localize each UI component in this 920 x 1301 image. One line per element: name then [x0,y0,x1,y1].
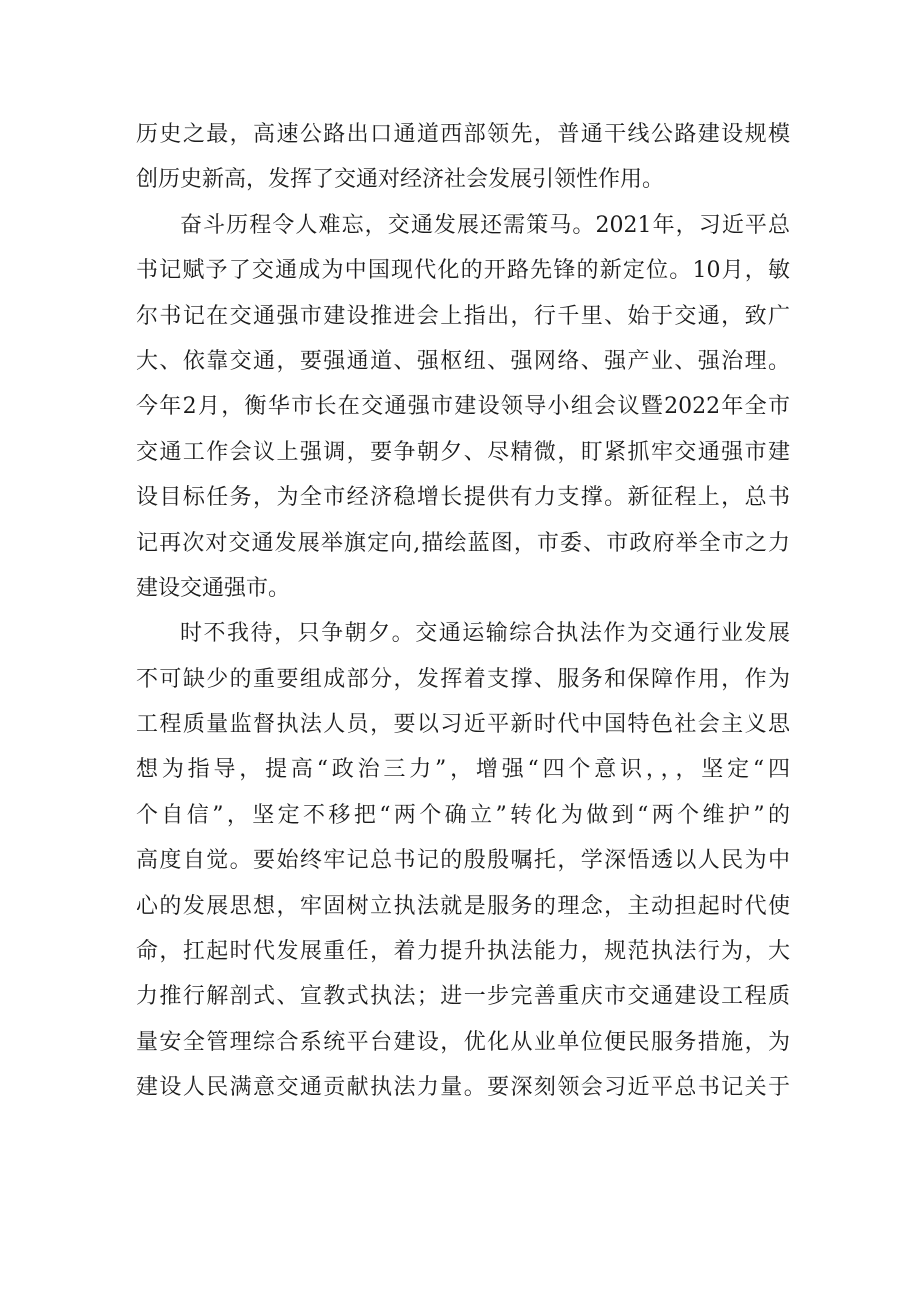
text-line: 命，扛起时代发展重任，着力提升执法能力，规范执法行为，大 [136,939,790,965]
paragraph-1 [136,112,790,203]
text-line: 交通工作会议上强调，要争朝夕、尽精微，盯紧抓牢交通强市建 [136,439,790,465]
text-line: 记再次对交通发展举旗定向,描绘蓝图，市委、市政府举全市之力 [136,530,790,556]
text-line: 今年2月，衡华市长在交通强市建设领导小组会议暨2022年全市 [136,394,790,420]
paragraph-3 [136,611,790,1110]
text-line: 大、依靠交通，要强通道、强枢纽、强网络、强产业、强治理。 [136,348,790,374]
text-line: 尔书记在交通强市建设推进会上指出，行千里、始于交通，致广 [136,303,790,329]
text-line: 力推行解剖式、宣教式执法；进一步完善重庆市交通建设工程质 [136,984,790,1010]
text-line: 量安全管理综合系统平台建设，优化从业单位便民服务措施，为 [136,1029,790,1055]
text-line: 建设交通强市。 [136,575,291,601]
text-line: 想为指导，提高“政治三力”，增强“四个意识，，，坚定“四 [136,757,790,783]
text-line: 个自信”，坚定不移把“两个确立”转化为做到“两个维护”的 [136,802,790,828]
text-line: 书记赋予了交通成为中国现代化的开路先锋的新定位。10月，敏 [136,258,790,284]
text-line: 历史之最，高速公路出口通道西部领先，普通干线公路建设规模 [136,122,790,147]
document-page [136,112,790,1111]
text-line: 心的发展思想，牢固树立执法就是服务的理念，主动担起时代使 [136,893,790,919]
text-line: 奋斗历程令人难忘，交通发展还需策马。2021年，习近平总 [180,212,790,238]
paragraph-2 [136,203,790,612]
text-line: 高度自觉。要始终牢记总书记的殷殷嘱托，学深悟透以人民为中 [136,848,790,874]
text-line: 时不我待，只争朝夕。交通运输综合执法作为交通行业发展 [180,621,790,647]
text-line: 不可缺少的重要组成部分，发挥着支撑、服务和保障作用，作为 [136,666,790,692]
text-line: 设目标任务，为全市经济稳增长提供有力支撑。新征程上，总书 [136,485,790,511]
text-line: 工程质量监督执法人员，要以习近平新时代中国特色社会主义思 [136,712,790,738]
text-line: 创历史新高，发挥了交通对经济社会发展引领性作用。 [136,167,665,193]
text-line: 建设人民满意交通贡献执法力量。要深刻领会习近平总书记关于 [136,1075,790,1101]
